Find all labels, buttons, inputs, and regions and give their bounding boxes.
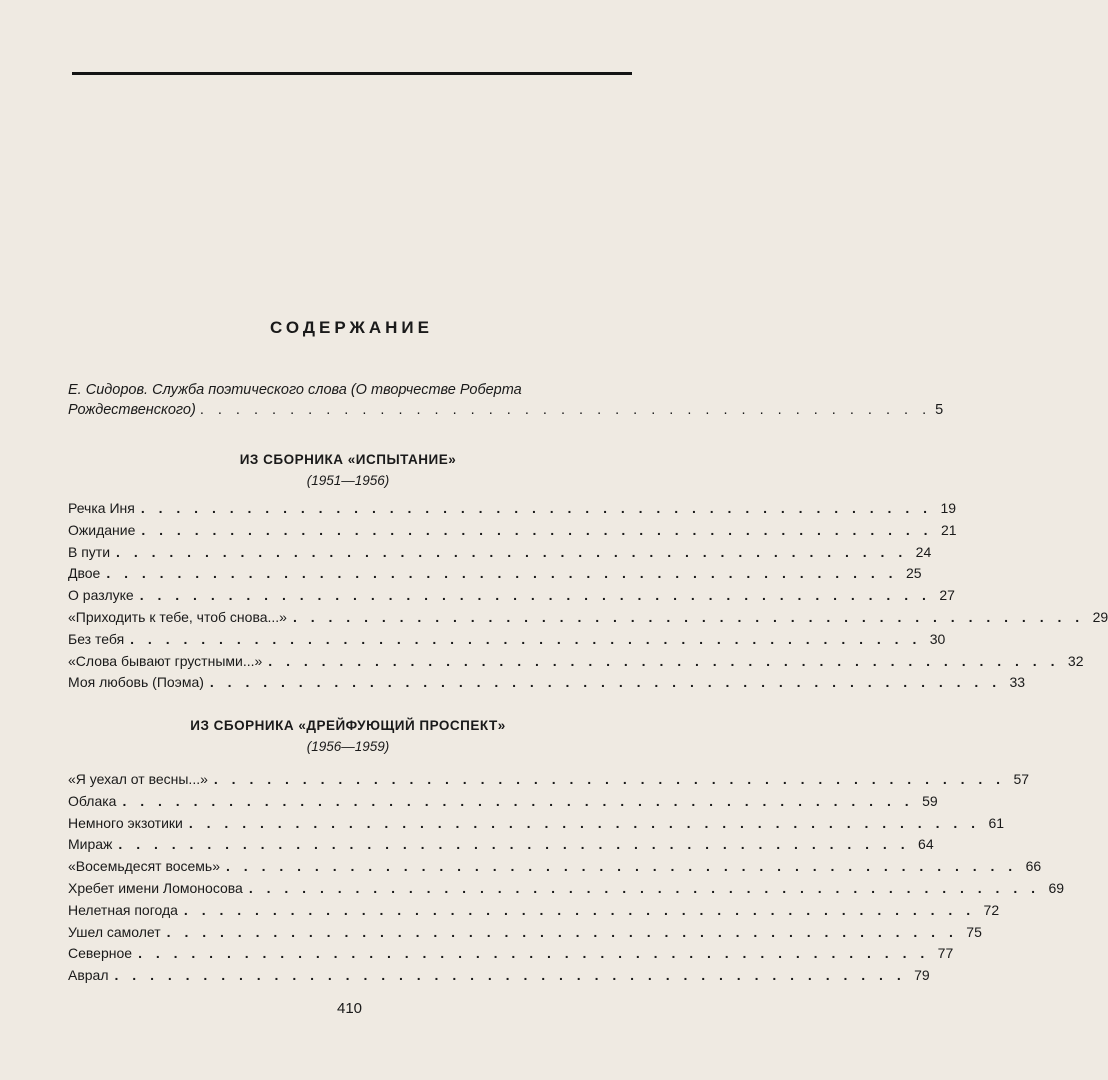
toc-entry [68, 945, 954, 967]
toc-entry [68, 879, 1065, 902]
leader-dots: . . . . . . . . . . . . . . . . . . . . . . . . . . . . . . . . . . . . . . . . . . . . . [140, 500, 933, 516]
toc-entry [68, 792, 938, 815]
leader-dots: . . . . . . . . . . . . . . . . . . . . . . . . . . . . . . . . . . . . . . . . . . . . . [106, 565, 898, 582]
toc-entry [68, 608, 1108, 631]
leader-dots: . . . . . . . . . . . . . . . . . . . . . . . . . . . . . . . . . . . . . . . . . . . . . [139, 587, 931, 604]
leader-dots: . . . . . . . . . . . . . . . . . . . . . . . . . . . . . . . . . . . . . . . . . . . . . [183, 901, 976, 918]
intro-entry [68, 380, 944, 420]
entry-page: 32 [1067, 652, 1084, 669]
toc-entry [68, 923, 982, 946]
toc-entry [68, 836, 934, 858]
toc-entry [68, 967, 930, 989]
leader-dots: . . . . . . . . . . . . . . . . . . . . . . . . . . . . . . . . . . . . . . . . . . . . . [213, 771, 1006, 787]
entry-title: Мираж [68, 836, 113, 853]
intro-line-1: Е. Сидоров. Служба поэтического слова (О творчестве Роберта [68, 382, 522, 398]
entry-list-2 [68, 771, 1065, 989]
entry-title: Речка Иня [68, 500, 135, 516]
section-title-2: ИЗ СБОРНИКА «ДРЕЙФУЮЩИЙ ПРОСПЕКТ» [190, 718, 506, 733]
entry-title: «Я уехал от весны...» [68, 771, 208, 787]
leader-dots: . . . . . . . . . . . . . . . . . . . . . . . . . . . . . . . . . . . . . . . . . . . . . [226, 858, 1018, 875]
toc-entry [68, 587, 955, 609]
entry-page: 33 [1009, 674, 1026, 691]
toc-entry [68, 630, 946, 653]
toc-entry [68, 500, 957, 522]
entry-title: Хребет имени Ломоносова [68, 879, 243, 896]
entry-page: 21 [940, 521, 957, 538]
entry-title: В пути [68, 543, 111, 560]
entry-page: 61 [988, 814, 1005, 831]
leader-dots: . . . . . . . . . . . . . . . . . . . . . . . . . . . . . . . . . . . . . . . . . . . . . [118, 836, 910, 853]
entry-page: 77 [937, 945, 954, 962]
toc-entry [68, 771, 1030, 793]
entry-page: 57 [1013, 771, 1030, 787]
leader-dots: . . . . . . . . . . . . . . . . . . . . . . . . . . . . . . . . . . . . . . . . . . . . . [122, 792, 914, 809]
entry-title: Нелетная погода [68, 901, 178, 918]
entry-page: 27 [939, 587, 955, 604]
section-years-1: (1951—1956) [306, 473, 390, 488]
leader-dots: . . . . . . . . . . . . . . . . . . . . . . . . . . . . . . . . . . . . . . . . . . . . . [268, 652, 1060, 669]
toc-entry [68, 858, 1042, 880]
toc-entry [68, 901, 1000, 924]
toc-entry [68, 565, 922, 587]
entry-page: 59 [922, 792, 938, 809]
leader-dots: . . . . . . . . . . . . . . . . . . . . . . . . . . . . . . . . . . . . . . . . . . . . . [141, 521, 933, 538]
entry-title: Немного экзотики [68, 814, 183, 831]
intro-page-number: 5 [935, 402, 944, 418]
entry-title: Ушел самолет [68, 923, 161, 940]
top-rule [72, 72, 632, 75]
entry-page: 75 [966, 923, 982, 940]
entry-title: «Восемьдесят восемь» [68, 858, 221, 875]
leader-dots: . . . . . . . . . . . . . . . . . . . . . . . . . . . . . . . . . . . . . . . . . . . . . [166, 923, 958, 940]
entry-list-1 [68, 500, 1108, 696]
entry-title: Без тебя [68, 630, 125, 647]
leader-dots: . . . . . . . . . . . . . . . . . . . . . . . . . . . . . . . . . . . . . . . . . . . . . [292, 608, 1085, 625]
toc-entry [68, 674, 1026, 696]
entry-page: 29 [1092, 608, 1108, 625]
entry-title: О разлуке [68, 587, 134, 604]
toc-entry [68, 652, 1084, 675]
leader-dots: . . . . . . . . . . . . . . . . . . . . . . . . . . . . . . . . . . . . . . . . . [199, 402, 932, 418]
leader-dots: . . . . . . . . . . . . . . . . . . . . . . . . . . . . . . . . . . . . . . . . . . . . . [209, 674, 1002, 691]
entry-title: Двое [68, 565, 101, 582]
toc-entry [68, 543, 932, 566]
entry-title: Аврал [68, 967, 109, 984]
entry-title: Северное [68, 945, 133, 962]
entry-page: 24 [915, 543, 932, 560]
leader-dots: . . . . . . . . . . . . . . . . . . . . . . . . . . . . . . . . . . . . . . . . . . . . . [130, 630, 922, 647]
leader-dots: . . . . . . . . . . . . . . . . . . . . . . . . . . . . . . . . . . . . . . . . . . . . . [248, 879, 1041, 896]
section-years-2: (1956—1959) [306, 739, 390, 754]
toc-entry [68, 814, 1005, 837]
entry-page: 19 [940, 500, 957, 516]
entry-title: Моя любовь (Поэма) [68, 674, 204, 691]
entry-page: 64 [918, 836, 934, 853]
leader-dots: . . . . . . . . . . . . . . . . . . . . . . . . . . . . . . . . . . . . . . . . . . . . . [116, 543, 908, 560]
entry-page: 69 [1048, 879, 1065, 896]
leader-dots: . . . . . . . . . . . . . . . . . . . . . . . . . . . . . . . . . . . . . . . . . . . . . [188, 814, 981, 831]
toc-entry [68, 521, 957, 544]
entry-page: 72 [983, 901, 1000, 918]
entry-title: «Приходить к тебе, чтоб снова...» [68, 608, 287, 625]
leader-dots: . . . . . . . . . . . . . . . . . . . . . . . . . . . . . . . . . . . . . . . . . . . . . [114, 967, 906, 984]
page-number: 410 [336, 1000, 363, 1017]
entry-page: 79 [914, 967, 930, 984]
entry-page: 66 [1025, 858, 1042, 875]
entry-title: «Слова бывают грустными...» [68, 652, 263, 669]
entry-page: 25 [905, 565, 922, 582]
entry-title: Ожидание [68, 521, 136, 538]
entry-title: Облака [68, 792, 117, 809]
leader-dots: . . . . . . . . . . . . . . . . . . . . . . . . . . . . . . . . . . . . . . . . . . . . . [138, 945, 930, 962]
intro-line-2: Рождественского) [68, 402, 196, 418]
page-heading: СОДЕРЖАНИЕ [270, 318, 433, 337]
entry-page: 30 [929, 630, 946, 647]
section-title-1: ИЗ СБОРНИКА «ИСПЫТАНИЕ» [239, 452, 457, 467]
